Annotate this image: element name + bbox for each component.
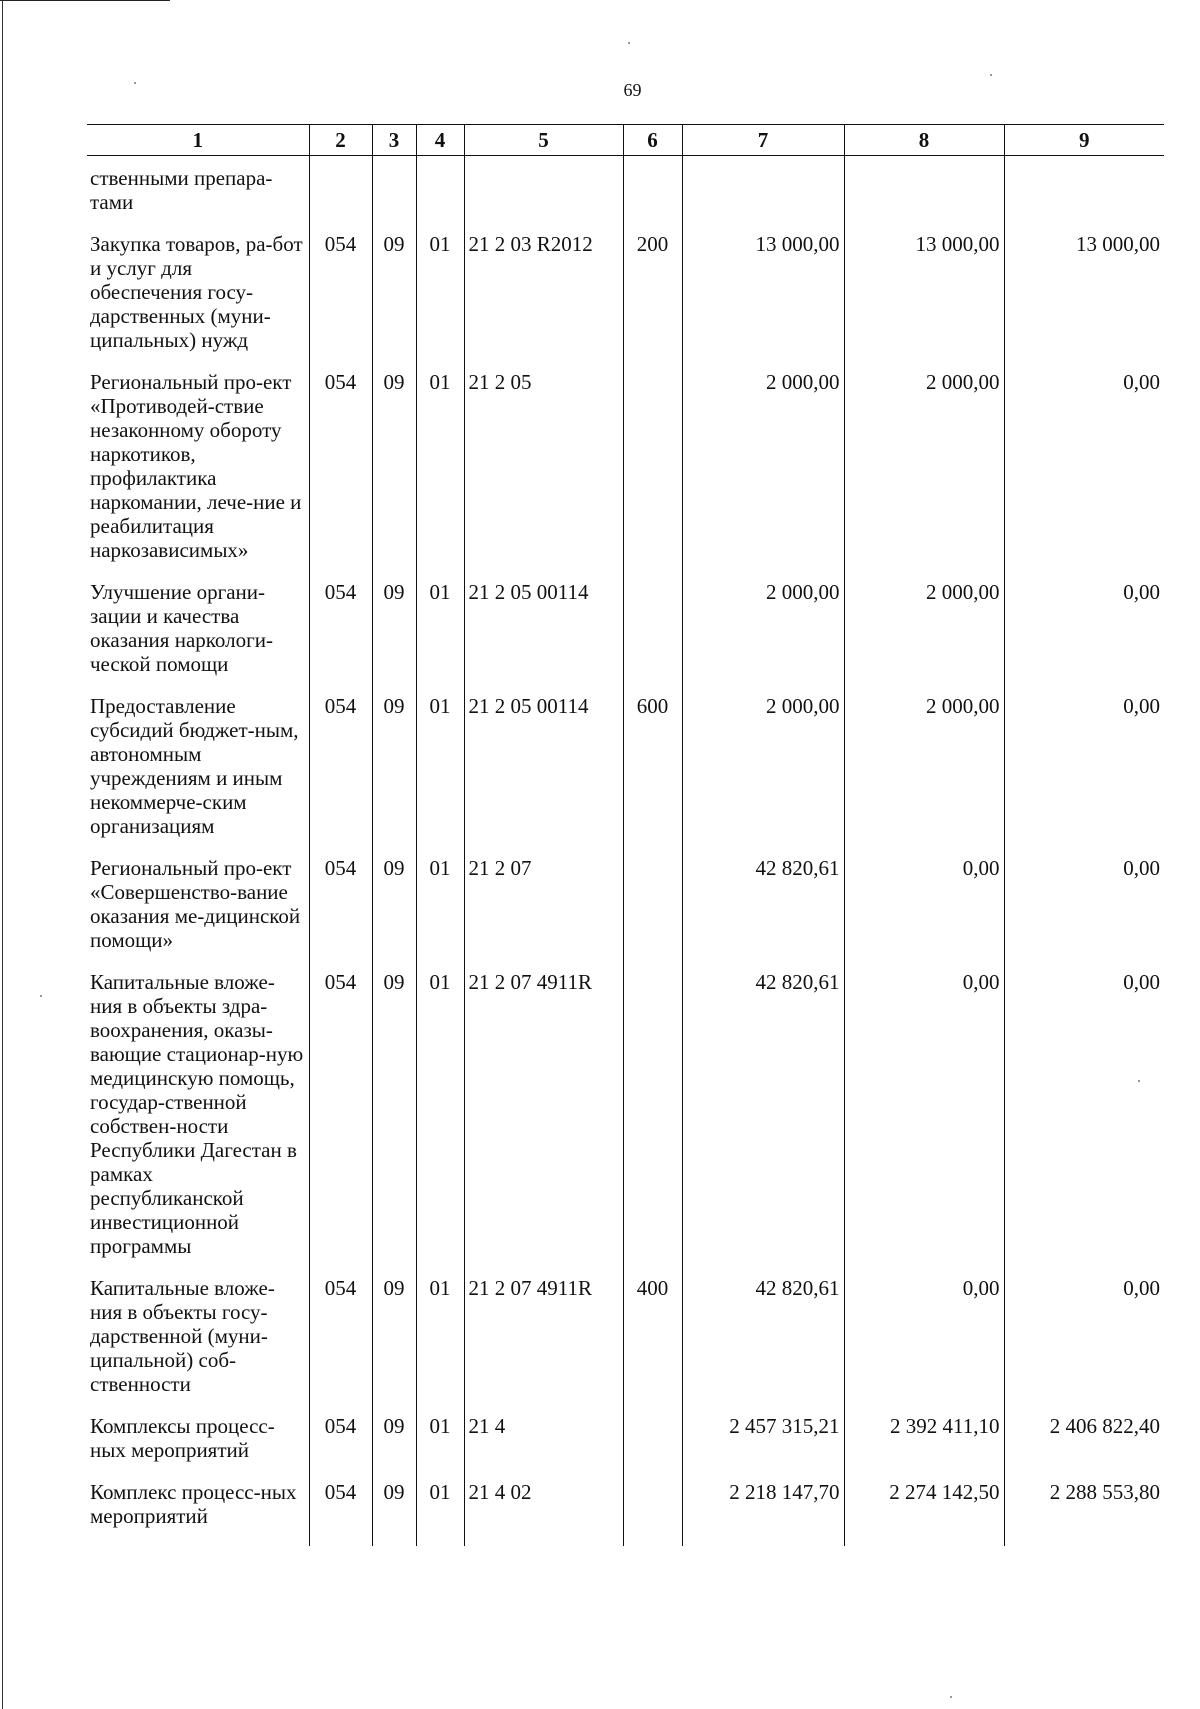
section-code-cell: 09 [372, 232, 416, 370]
target-article-cell: 21 2 07 4911R [464, 970, 623, 1276]
expense-type-cell [623, 1414, 682, 1480]
section-code-cell: 09 [372, 694, 416, 856]
section-code-cell: 09 [372, 1480, 416, 1546]
row-name-cell: Комплексы процесс-ных мероприятий [90, 1414, 275, 1462]
amount-col9-cell: 2 288 553,80 [1004, 1480, 1164, 1546]
admin-code-cell: 054 [309, 970, 372, 1276]
table-row [87, 856, 1164, 970]
row-name-cell: Капитальные вложе-ния в объекты здра-воохранения, оказы-вающие стационар-ную медицинскую помощь, государ-ственной собствен-ности Республики Дагестан в рамках республиканской инвестиционной программы [90, 970, 304, 1258]
admin-code-cell: 054 [309, 1276, 372, 1414]
amount-col7-cell: 42 820,61 [682, 1276, 844, 1414]
admin-code-cell [309, 156, 372, 233]
amount-col9-cell: 0,00 [1004, 580, 1164, 694]
amount-col8-cell: 0,00 [844, 970, 1004, 1276]
amount-col9-cell: 0,00 [1004, 1276, 1164, 1414]
scan-border-left [2, 0, 3, 1709]
admin-code-cell: 054 [309, 1480, 372, 1546]
scan-border-top [0, 0, 170, 1]
subsection-code-cell: 01 [416, 370, 464, 580]
amount-col9-cell: 0,00 [1004, 970, 1164, 1276]
table-row [87, 1276, 1164, 1414]
scan-speck [40, 995, 42, 997]
header-cell: 3 [372, 125, 416, 156]
expense-type-cell: 200 [623, 232, 682, 370]
expense-type-cell: 400 [623, 1276, 682, 1414]
header-cell: 9 [1004, 125, 1164, 156]
page-number: 69 [623, 80, 642, 100]
expense-type-cell: 600 [623, 694, 682, 856]
expense-type-cell [623, 1480, 682, 1546]
scan-speck [628, 42, 630, 44]
target-article-cell: 21 2 05 00114 [464, 694, 623, 856]
amount-col7-cell [682, 156, 844, 233]
expense-type-cell [623, 580, 682, 694]
subsection-code-cell: 01 [416, 970, 464, 1276]
amount-col8-cell: 2 000,00 [844, 370, 1004, 580]
admin-code-cell: 054 [309, 856, 372, 970]
section-code-cell: 09 [372, 580, 416, 694]
subsection-code-cell: 01 [416, 856, 464, 970]
amount-col8-cell: 0,00 [844, 1276, 1004, 1414]
amount-col9-cell: 0,00 [1004, 370, 1164, 580]
scan-speck [950, 1696, 952, 1698]
header-cell: 1 [87, 125, 309, 156]
subsection-code-cell: 01 [416, 1480, 464, 1546]
table-row [87, 232, 1164, 370]
table-row [87, 580, 1164, 694]
table-row [87, 694, 1164, 856]
section-code-cell: 09 [372, 370, 416, 580]
target-article-cell: 21 2 03 R2012 [464, 232, 623, 370]
row-name-cell: Улучшение органи-зации и качества оказания наркологи-ческой помощи [90, 580, 273, 676]
target-article-cell: 21 2 07 [464, 856, 623, 970]
amount-col9-cell: 0,00 [1004, 694, 1164, 856]
header-cell: 2 [309, 125, 372, 156]
subsection-code-cell: 01 [416, 232, 464, 370]
row-name-cell: Региональный про-ект «Противодей-ствие незаконному обороту наркотиков, профилактика наркомании, лече-ние и реабилитация наркозависимых» [90, 370, 302, 562]
subsection-code-cell: 01 [416, 694, 464, 856]
subsection-code-cell [416, 156, 464, 233]
target-article-cell [464, 156, 623, 233]
expense-type-cell [623, 856, 682, 970]
amount-col8-cell: 2 000,00 [844, 580, 1004, 694]
amount-col7-cell: 2 457 315,21 [682, 1414, 844, 1480]
header-cell: 4 [416, 125, 464, 156]
amount-col8-cell: 2 274 142,50 [844, 1480, 1004, 1546]
header-cell: 8 [844, 125, 1004, 156]
table-row [87, 970, 1164, 1276]
amount-col9-cell: 13 000,00 [1004, 232, 1164, 370]
subsection-code-cell: 01 [416, 1276, 464, 1414]
table-body [87, 156, 1164, 1547]
section-code-cell: 09 [372, 1414, 416, 1480]
amount-col7-cell: 42 820,61 [682, 856, 844, 970]
amount-col7-cell: 42 820,61 [682, 970, 844, 1276]
section-code-cell: 09 [372, 970, 416, 1276]
amount-col8-cell: 0,00 [844, 856, 1004, 970]
row-name-cell: Капитальные вложе-ния в объекты госу-дарственной (муни-ципальной) соб-ственности [90, 1276, 275, 1396]
section-code-cell [372, 156, 416, 233]
row-name-cell: Комплекс процесс-ных мероприятий [90, 1480, 297, 1528]
section-code-cell: 09 [372, 856, 416, 970]
header-cell: 7 [682, 125, 844, 156]
table-row [87, 370, 1164, 580]
table-row [87, 1414, 1164, 1480]
expense-type-cell [623, 970, 682, 1276]
row-name-cell: Региональный про-ект «Совершенство-вание оказания ме-дицинской помощи» [90, 856, 301, 952]
amount-col7-cell: 2 000,00 [682, 694, 844, 856]
header-cell: 5 [464, 125, 623, 156]
row-name-cell: ственными препара-тами [90, 166, 273, 214]
target-article-cell: 21 4 [464, 1414, 623, 1480]
row-name-cell: Закупка товаров, ра-бот и услуг для обеспечения госу-дарственных (муни-ципальных) нужд [90, 232, 303, 352]
amount-col8-cell: 13 000,00 [844, 232, 1004, 370]
row-name-cell: Предоставление субсидий бюджет-ным, автономным учреждениям и иным некоммерче-ским организациям [90, 694, 299, 838]
amount-col9-cell [1004, 156, 1164, 233]
target-article-cell: 21 4 02 [464, 1480, 623, 1546]
amount-col7-cell: 2 000,00 [682, 580, 844, 694]
target-article-cell: 21 2 05 [464, 370, 623, 580]
admin-code-cell: 054 [309, 1414, 372, 1480]
expense-type-cell [623, 156, 682, 233]
subsection-code-cell: 01 [416, 580, 464, 694]
amount-col8-cell: 2 000,00 [844, 694, 1004, 856]
header-cell: 6 [623, 125, 682, 156]
table-row [87, 156, 1164, 233]
amount-col9-cell: 0,00 [1004, 856, 1164, 970]
admin-code-cell: 054 [309, 694, 372, 856]
target-article-cell: 21 2 05 00114 [464, 580, 623, 694]
table-row [87, 1480, 1164, 1546]
admin-code-cell: 054 [309, 370, 372, 580]
subsection-code-cell: 01 [416, 1414, 464, 1480]
amount-col8-cell: 2 392 411,10 [844, 1414, 1004, 1480]
table-header-row [87, 125, 1164, 156]
amount-col9-cell: 2 406 822,40 [1004, 1414, 1164, 1480]
admin-code-cell: 054 [309, 580, 372, 694]
amount-col7-cell: 13 000,00 [682, 232, 844, 370]
amount-col7-cell: 2 000,00 [682, 370, 844, 580]
admin-code-cell: 054 [309, 232, 372, 370]
expense-type-cell [623, 370, 682, 580]
section-code-cell: 09 [372, 1276, 416, 1414]
amount-col7-cell: 2 218 147,70 [682, 1480, 844, 1546]
scan-speck [990, 74, 992, 76]
target-article-cell: 21 2 07 4911R [464, 1276, 623, 1414]
amount-col8-cell [844, 156, 1004, 233]
budget-table [87, 124, 1164, 1546]
